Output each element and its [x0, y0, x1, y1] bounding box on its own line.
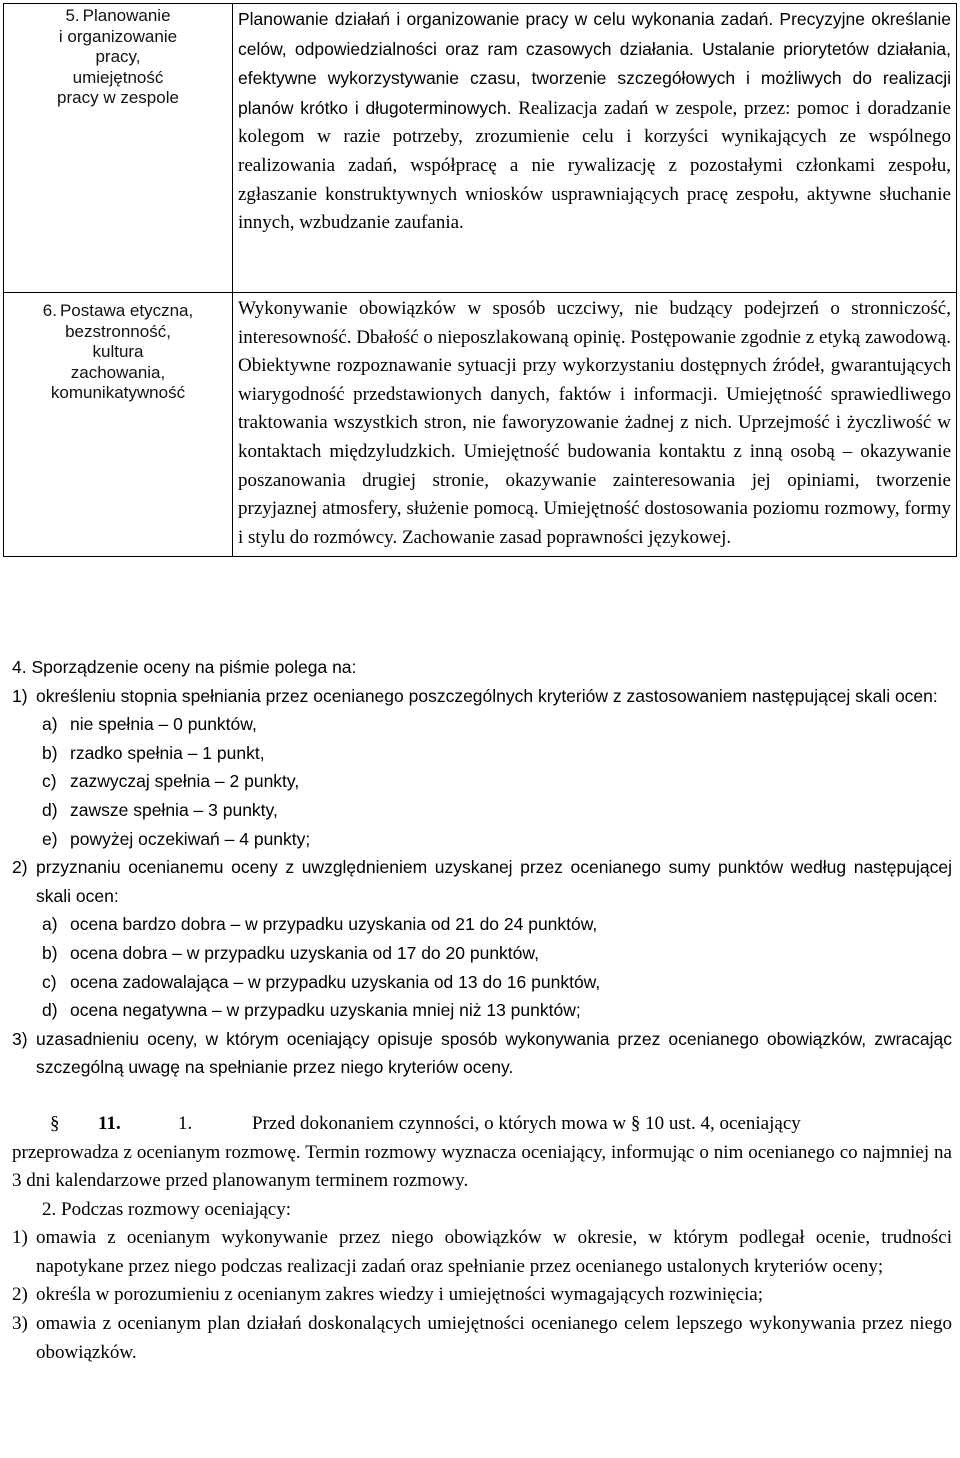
paragraph-11-heading: [12, 1110, 952, 1139]
criteria-table: [3, 3, 957, 557]
criterion-label-line: bezstronność,: [65, 321, 171, 341]
document-body: [12, 653, 952, 1367]
sub-item-letter: a): [42, 914, 58, 935]
criterion-number: 6.: [42, 301, 57, 320]
criterion-label-line: pracy w zespole: [57, 88, 179, 107]
sub-item-letter: b): [42, 742, 58, 763]
criterion-label-line: umiejętność: [72, 67, 164, 87]
sub-list-item: [12, 767, 952, 796]
subsection-number: 1.: [178, 1112, 193, 1134]
sub-item-letter: a): [42, 714, 58, 735]
sub-item-letter: d): [42, 799, 58, 820]
criterion-description-part: Realizacja zadań w zespole, przez: pomoc i doradzanie kolegom w razie potrzeby, zrozumienie celu i korzyści wynikających ze wspólnego realizowania zadań, współpracę a nie rywalizację z pozostałymi członkami zespołu, zgłaszanie konstruktywnych wniosków usprawniających pracę zespołu, aktywne słuchanie innych, wzbudzanie zaufania.: [238, 97, 951, 234]
list-item-number: 2): [12, 1284, 28, 1306]
sub-list-item: [12, 996, 952, 1025]
criterion-description-cell: Wykonywanie obowiązków w sposób uczciwy, nie budzący podejrzeń o stronniczość, interesowność. Dbałość o nieposzlakowaną opinię. Postępowanie zgodnie z etyką zawodową. Obiektywne rozpoznawanie sytuacji przy wykorzystaniu dostępnych źródeł, gwarantujących wiarygodność przedstawionych danych, faktów i informacji. Umiejętność sprawiedliwego traktowania wszystkich stron, nie faworyzowanie żadnej z nich. Uprzejmość i życzliwość w kontaktach międzyludzkich. Umiejętność budowania kontaktu z inną osobą – okazywanie poszanowania drugiej stronie, okazywanie zainteresowania jej opiniami, tworzenie przyjaznej atmosfery, służenie pomocą. Umiejętność dostosowania poziomu rozmowy, formy i stylu do rozmówcy. Zachowanie zasad poprawności językowej.: [233, 293, 957, 557]
paragraph-first-line: Przed dokonaniem czynności, o których mowa w § 10 ust. 4, oceniający: [252, 1112, 801, 1134]
criterion-label-cell: [4, 293, 233, 557]
sub-item-text: powyżej oczekiwań – 4 punkty;: [70, 828, 311, 849]
criterion-description-part: Planowanie działań i organizowanie pracy w celu wykonania zadań. Precyzyjne określanie celów, odpowiedzialności oraz ram czasowych działania. Ustalanie priorytetów działania, efektywne wykorzystywanie czasu, tworzenie szczegółowych i możliwych do realizacji planów krótko i długoterminowych.: [238, 9, 951, 118]
paragraph-number: 11.: [98, 1112, 121, 1134]
sub-item-text: zazwyczaj spełnia – 2 punkty,: [70, 771, 300, 792]
sub-item-letter: c): [42, 971, 57, 992]
sub-list-item: [12, 910, 952, 939]
list-item: [12, 853, 952, 910]
paragraph-11-text: przeprowadza z ocenianym rozmowę. Termin rozmowy wyznacza oceniający, informując o nim ocenianego co najmniej na 3 dni kalendarzowe przed planowanym terminem rozmowy.: [12, 1141, 952, 1192]
criterion-label-line: pracy,: [95, 47, 141, 66]
sub-list-item: [12, 968, 952, 997]
sub-item-text: zawsze spełnia – 3 punkty,: [70, 799, 278, 820]
sub-item-text: nie spełnia – 0 punktów,: [70, 714, 257, 735]
list-item-number: 1): [12, 685, 28, 706]
list-item-number: 3): [12, 1313, 28, 1335]
list-item: [12, 682, 952, 711]
criterion-label-line: kultura: [92, 342, 144, 361]
criterion-number: 5.: [65, 6, 80, 25]
sub-item-letter: c): [42, 771, 57, 792]
list-item-text: omawia z ocenianym wykonywanie przez niego obowiązków w okresie, w którym podlegał ocenie, trudności napotykane przez niego podczas realizacji zadań oraz spełnianie przez ocenianego ustalonych kryteriów oceny;: [36, 1227, 952, 1277]
criterion-label-line: Postawa etyczna,: [59, 301, 194, 320]
sub-item-text: ocena zadowalająca – w przypadku uzyskania od 13 do 16 punktów,: [70, 971, 601, 992]
table-row: [4, 4, 957, 293]
list-item-number: 3): [12, 1028, 28, 1049]
sub-item-letter: d): [42, 1000, 58, 1021]
sub-list-item: [12, 825, 952, 854]
criterion-label-line: i organizowanie: [58, 26, 178, 46]
subsection-2-heading: 2. Podczas rozmowy oceniający:: [42, 1198, 292, 1220]
list-item: [12, 1224, 952, 1281]
sub-list-item: [12, 710, 952, 739]
list-item: [12, 1281, 952, 1310]
criterion-description-cell: [233, 4, 957, 293]
sub-item-text: ocena negatywna – w przypadku uzyskania mniej niż 13 punktów;: [70, 1000, 581, 1021]
list-item-text: przyznaniu ocenianemu oceny z uwzględnieniem uzyskanej przez ocenianego sumy punktów według następującej skali ocen:: [36, 857, 952, 906]
spacer: [12, 1082, 952, 1110]
list-item-text: określeniu stopnia spełniania przez ocenianego poszczególnych kryteriów z zastosowaniem następującej skali ocen:: [36, 685, 938, 706]
sub-item-text: rzadko spełnia – 1 punkt,: [70, 742, 265, 763]
list-item-text: uzasadnieniu oceny, w którym oceniający opisuje sposób wykonywania przez ocenianego obowiązków, zwracając szczególną uwagę na spełnianie przez niego kryteriów oceny.: [36, 1028, 952, 1078]
list-item: [12, 1025, 952, 1082]
table-row: [4, 293, 957, 557]
criterion-label-cell: [4, 4, 233, 293]
sub-item-text: ocena bardzo dobra – w przypadku uzyskania od 21 do 24 punktów,: [70, 914, 598, 935]
section-sign: §: [50, 1112, 60, 1134]
list-item: [12, 1310, 952, 1367]
criterion-label-line: zachowania,: [70, 362, 166, 382]
sub-item-letter: b): [42, 942, 58, 963]
sub-item-letter: e): [42, 828, 58, 849]
list-item-number: 1): [12, 1227, 28, 1249]
sub-list-item: [12, 939, 952, 968]
criterion-label-line: komunikatywność: [50, 383, 186, 402]
section-4-heading: 4. Sporządzenie oceny na piśmie polega na:: [12, 657, 357, 677]
sub-item-text: ocena dobra – w przypadku uzyskania od 17 do 20 punktów,: [70, 942, 539, 963]
sub-list-item: [12, 796, 952, 825]
sub-list-item: [12, 739, 952, 768]
list-item-number: 2): [12, 857, 28, 878]
criterion-label-line: Planowanie: [82, 6, 171, 25]
list-item-text: omawia z ocenianym plan działań doskonalących umiejętności ocenianego celem lepszego wykonywania przez niego obowiązków.: [36, 1313, 952, 1363]
list-item-text: określa w porozumieniu z ocenianym zakres wiedzy i umiejętności wymagających rozwinięcia;: [36, 1284, 764, 1306]
